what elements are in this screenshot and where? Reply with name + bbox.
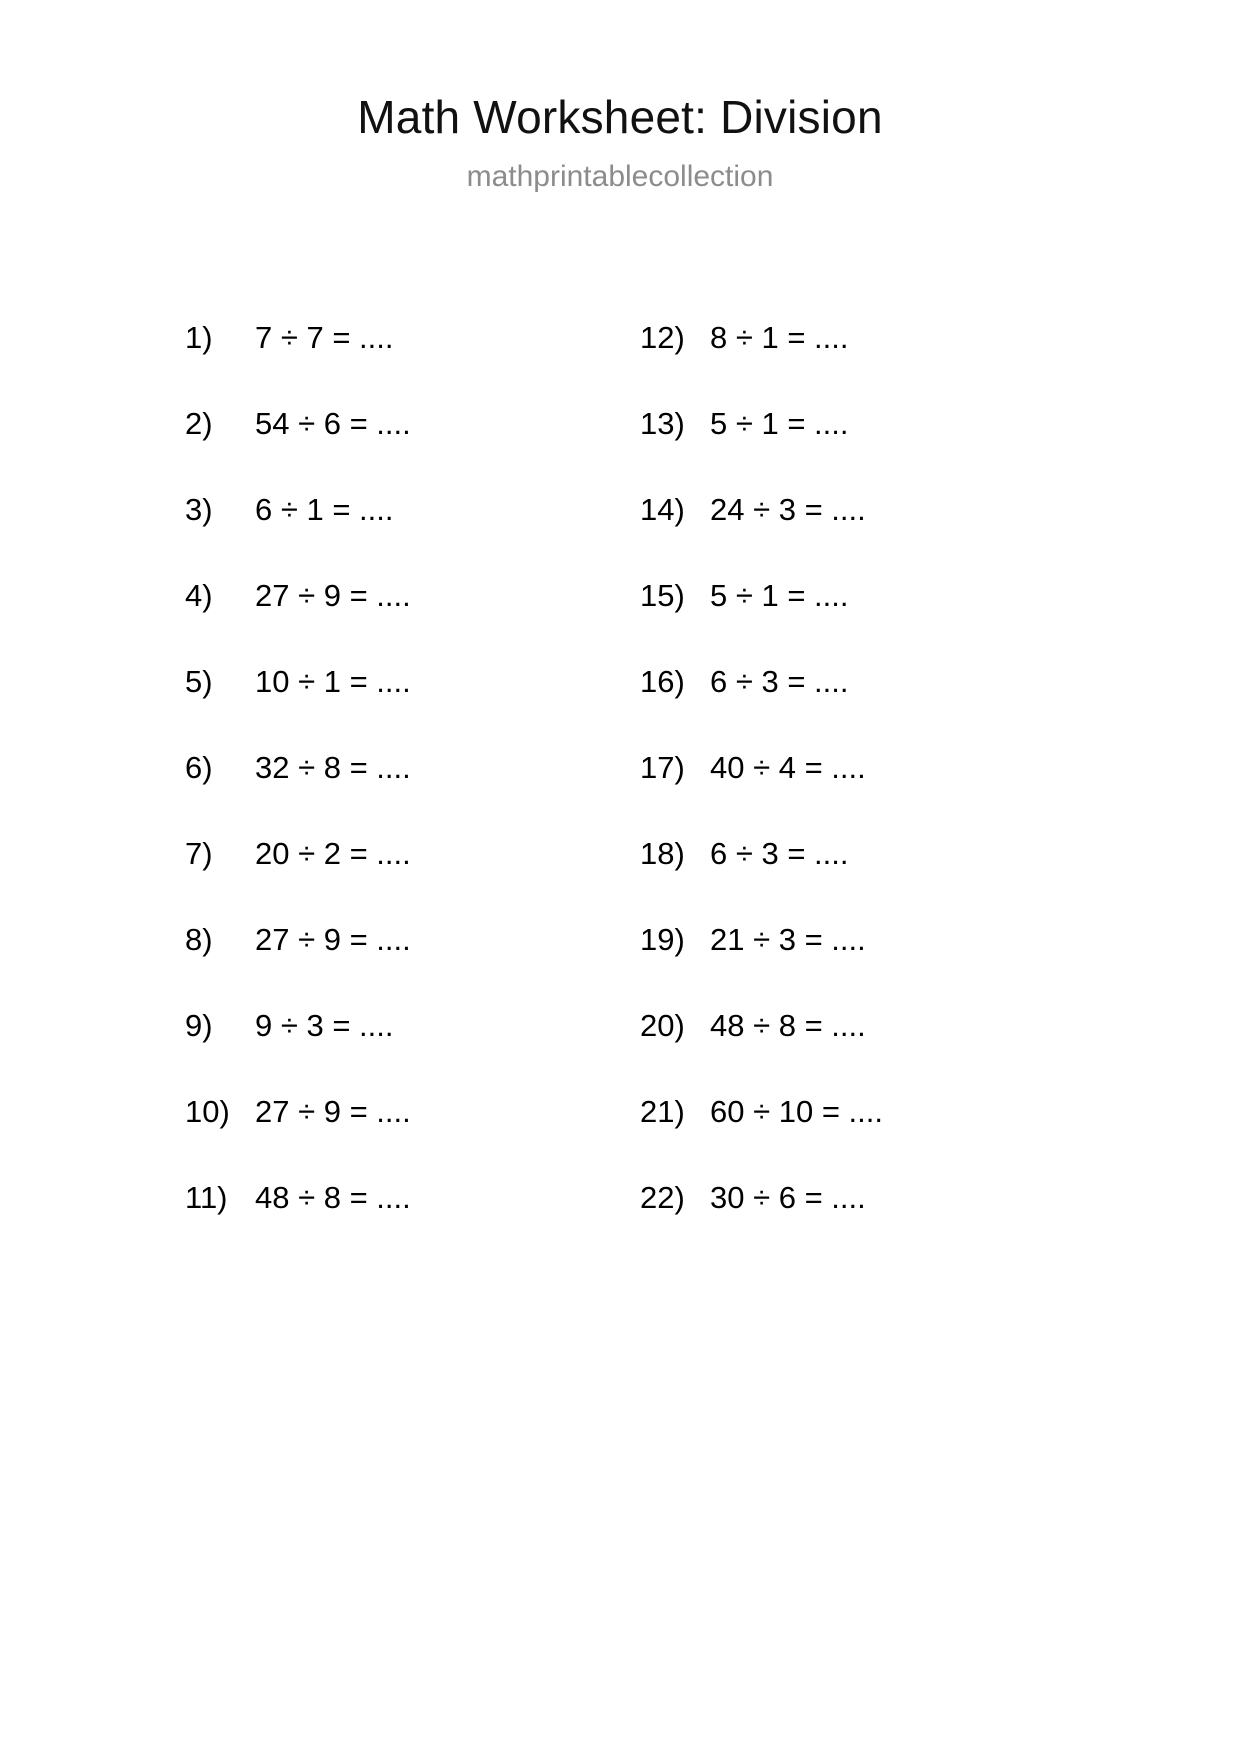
problem-item [185, 750, 500, 836]
problems-container [0, 320, 1240, 1266]
problem-expression: 6 ÷ 3 = .... [710, 836, 849, 871]
problem-item [640, 1180, 1060, 1266]
problem-number: 1) [185, 320, 213, 355]
problem-item [640, 1008, 1060, 1094]
problem-expression: 6 ÷ 3 = .... [710, 664, 849, 699]
problem-item [185, 922, 500, 1008]
problem-number: 13) [640, 406, 685, 441]
problem-expression: 27 ÷ 9 = .... [255, 1094, 411, 1129]
problem-item [640, 664, 1060, 750]
problem-expression: 6 ÷ 1 = .... [255, 492, 394, 527]
problem-item [185, 1094, 500, 1180]
problem-number: 21) [640, 1094, 685, 1129]
problem-item [640, 492, 1060, 578]
right-column [500, 320, 1060, 1266]
problem-expression: 60 ÷ 10 = .... [710, 1094, 883, 1129]
problem-number: 15) [640, 578, 685, 613]
problem-number: 5) [185, 664, 213, 699]
problem-item [185, 406, 500, 492]
problem-item [185, 1008, 500, 1094]
problem-expression: 21 ÷ 3 = .... [710, 922, 866, 957]
problem-number: 19) [640, 922, 685, 957]
problem-item [185, 578, 500, 664]
problem-expression: 40 ÷ 4 = .... [710, 750, 866, 785]
problem-number: 3) [185, 492, 213, 527]
problem-number: 2) [185, 406, 213, 441]
problem-expression: 32 ÷ 8 = .... [255, 750, 411, 785]
problem-item [185, 836, 500, 922]
problem-item [185, 664, 500, 750]
left-column [0, 320, 500, 1266]
page-title: Math Worksheet: Division [357, 91, 883, 143]
problem-number: 14) [640, 492, 685, 527]
problem-number: 12) [640, 320, 685, 355]
problem-number: 17) [640, 750, 685, 785]
problem-item [185, 1180, 500, 1266]
problem-expression: 5 ÷ 1 = .... [710, 406, 849, 441]
problem-number: 20) [640, 1008, 685, 1043]
problem-item [640, 320, 1060, 406]
problem-expression: 20 ÷ 2 = .... [255, 836, 411, 871]
problem-item [185, 492, 500, 578]
problem-number: 8) [185, 922, 213, 957]
problem-number: 4) [185, 578, 213, 613]
problem-expression: 10 ÷ 1 = .... [255, 664, 411, 699]
problem-number: 11) [185, 1180, 228, 1215]
problem-number: 10) [185, 1094, 230, 1129]
problem-expression: 5 ÷ 1 = .... [710, 578, 849, 613]
problem-item [640, 1094, 1060, 1180]
problem-expression: 27 ÷ 9 = .... [255, 578, 411, 613]
problem-item [185, 320, 500, 406]
problem-item [640, 578, 1060, 664]
problem-number: 6) [185, 750, 213, 785]
problem-expression: 24 ÷ 3 = .... [710, 492, 866, 527]
problem-number: 7) [185, 836, 213, 871]
problem-item [640, 406, 1060, 492]
problem-expression: 27 ÷ 9 = .... [255, 922, 411, 957]
problem-expression: 30 ÷ 6 = .... [710, 1180, 866, 1215]
problem-number: 16) [640, 664, 685, 699]
problem-expression: 48 ÷ 8 = .... [710, 1008, 866, 1043]
problem-expression: 7 ÷ 7 = .... [255, 320, 394, 355]
problem-expression: 54 ÷ 6 = .... [255, 406, 411, 441]
problem-expression: 48 ÷ 8 = .... [255, 1180, 411, 1215]
problem-number: 18) [640, 836, 685, 871]
problem-expression: 8 ÷ 1 = .... [710, 320, 849, 355]
problem-expression: 9 ÷ 3 = .... [255, 1008, 394, 1043]
problem-number: 22) [640, 1180, 685, 1215]
problem-item [640, 922, 1060, 1008]
problem-item [640, 836, 1060, 922]
problem-number: 9) [185, 1008, 213, 1043]
page-subtitle: mathprintablecollection [466, 160, 774, 193]
problem-item [640, 750, 1060, 836]
